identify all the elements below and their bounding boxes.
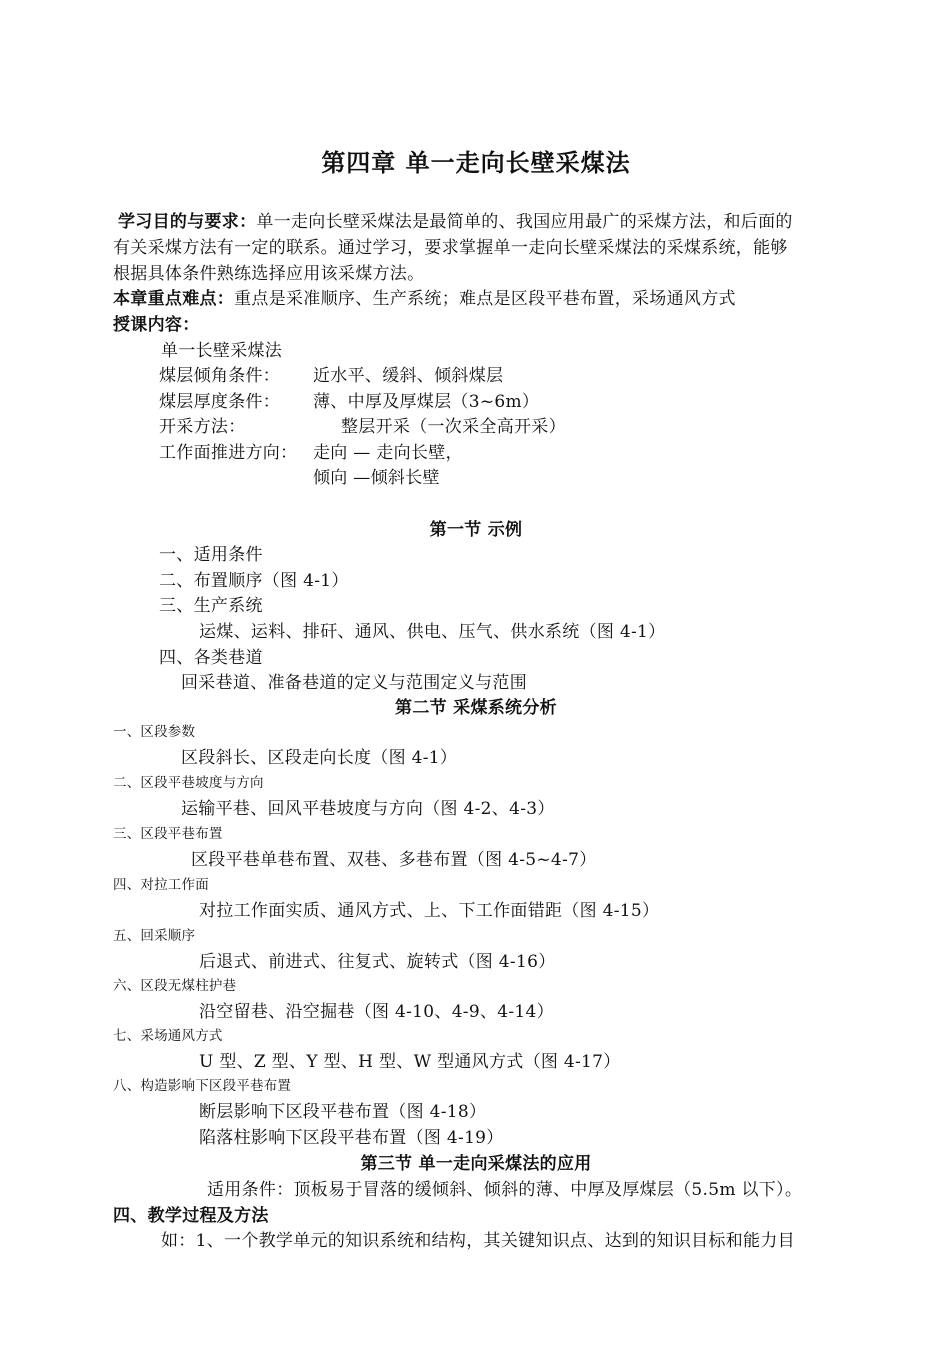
section-2-item-6-head: 六、区段无煤柱护巷 [113, 978, 237, 994]
key-points-label: 本章重点难点： [113, 289, 235, 309]
section-2-item-8-extra: 陷落柱影响下区段平巷布置（图 4-19） [199, 1128, 504, 1148]
overview-value-angle: 近水平、缓斜、倾斜煤层 [313, 366, 504, 386]
section-1-title: 第一节 示例 [429, 520, 523, 540]
chapter-title: 第四章 单一走向长壁采煤法 [321, 148, 631, 177]
teaching-text: 如：1、一个教学单元的知识系统和结构，其关键知识点、达到的知识目标和能力目 [161, 1231, 795, 1251]
objectives-label: 学习目的与要求： [118, 212, 257, 232]
overview-value-thickness: 薄、中厚及厚煤层（3~6m） [313, 392, 540, 412]
objectives-line-3: 根据具体条件熟练选择应用该采煤方法。 [113, 264, 425, 284]
section-2-item-6-detail: 沿空留巷、沿空掘巷（图 4-10、4-9、4-14） [199, 1002, 554, 1022]
overview-extra: 倾向 —倾斜长壁 [313, 468, 440, 488]
section-2-item-5-detail: 后退式、前进式、往复式、旋转式（图 4-16） [199, 952, 556, 972]
section-2-item-8-head: 八、构造影响下区段平巷布置 [113, 1078, 292, 1094]
section-2-item-1-head: 一、区段参数 [113, 724, 196, 740]
section-2-item-3-head: 三、区段平巷布置 [113, 826, 223, 842]
section-2-item-7-head: 七、采场通风方式 [113, 1028, 223, 1044]
content-label: 授课内容： [113, 315, 200, 335]
section-2-item-2-detail: 运输平巷、回风平巷坡度与方向（图 4-2、4-3） [181, 799, 555, 819]
section-2-item-3-detail: 区段平巷单巷布置、双巷、多巷布置（图 4-5~4-7） [191, 850, 597, 870]
section-2-item-1-detail: 区段斜长、区段走向长度（图 4-1） [181, 748, 458, 768]
objectives-line-1 [118, 211, 793, 233]
overview-value-direction: 走向 — 走向长壁， [313, 443, 463, 463]
section-1-production-detail: 运煤、运料、排矸、通风、供电、压气、供水系统（图 4-1） [199, 622, 666, 642]
overview-heading: 单一长壁采煤法 [161, 341, 283, 361]
section-2-item-7-detail: U 型、Z 型、Y 型、H 型、W 型通风方式（图 4-17） [199, 1052, 621, 1072]
section-1-item-3: 三、生产系统 [159, 596, 263, 616]
objectives-line-2: 有关采煤方法有一定的联系。通过学习，要求掌握单一走向长壁采煤法的采煤系统，能够 [113, 238, 788, 258]
overview-label-direction: 工作面推进方向： [159, 443, 298, 463]
section-2-item-8-detail: 断层影响下区段平巷布置（图 4-18） [199, 1102, 487, 1122]
section-2-item-5-head: 五、回采顺序 [113, 928, 196, 944]
section-2-item-2-head: 二、区段平巷坡度与方向 [113, 775, 264, 791]
section-3-title: 第三节 单一走向采煤法的应用 [360, 1154, 592, 1174]
key-points-text: 重点是采准顺序、生产系统；难点是区段平巷布置，采场通风方式 [234, 289, 736, 309]
objectives-text: 单一走向长壁采煤法是最简单的、我国应用最广的采煤方法，和后面的 [256, 212, 793, 232]
overview-label-angle: 煤层倾角条件： [159, 366, 281, 386]
overview-value-method: 整层开采（一次采全高开采） [341, 417, 566, 437]
section-1-item-4-detail: 回采巷道、准备巷道的定义与范围定义与范围 [181, 673, 527, 693]
overview-label-method: 开采方法： [159, 417, 246, 437]
teaching-heading: 四、教学过程及方法 [113, 1206, 269, 1226]
section-2-title: 第二节 采煤系统分析 [395, 698, 557, 718]
key-points-line [113, 288, 736, 310]
section-1-item-4: 四、各类巷道 [159, 648, 263, 668]
section-2-item-4-head: 四、对拉工作面 [113, 877, 209, 893]
section-1-item-1: 一、适用条件 [159, 545, 263, 565]
overview-label-thickness: 煤层厚度条件： [159, 392, 281, 412]
section-1-item-2: 二、布置顺序（图 4-1） [159, 571, 349, 591]
section-2-item-4-detail: 对拉工作面实质、通风方式、上、下工作面错距（图 4-15） [199, 901, 660, 921]
section-3-condition: 适用条件：顶板易于冒落的缓倾斜、倾斜的薄、中厚及厚煤层（5.5m 以下）。 [207, 1180, 803, 1200]
